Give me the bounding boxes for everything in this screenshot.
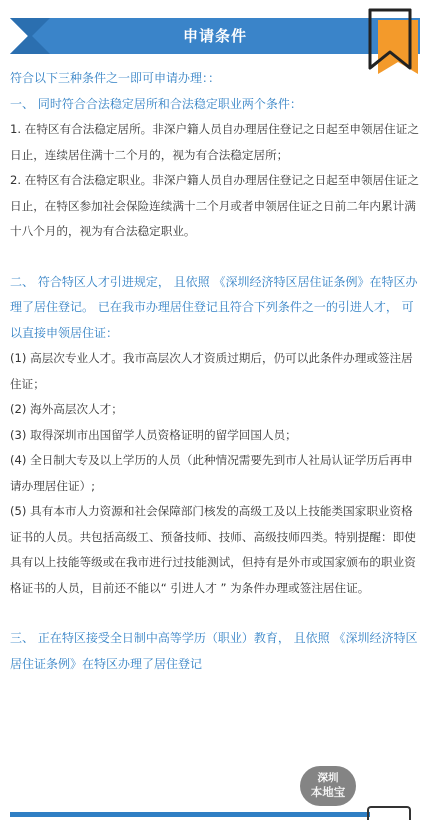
section3-heading: 三、 正在特区接受全日制中高等学历（职业）教育， 且依照 《深圳经济特区居住证条例》在特区办理了居住登记: [10, 631, 418, 671]
section2-item: (1) 高层次专业人才。我市高层次人才资质过期后，仍可以此条件办理或签注居住证；: [10, 351, 413, 391]
section1-heading: 一、 同时符合合法稳定居所和合法稳定职业两个条件：: [10, 96, 302, 111]
next-bookmark-icon: [367, 806, 411, 820]
section-banner: [10, 18, 414, 54]
section2-heading: 二、 符合特区人才引进规定， 且依照 《深圳经济特区居住证条例》在特区办理了居住登记。 已在我市办理居住登记且符合下列条件之一的引进人才， 可以直接申领居住证：: [10, 274, 418, 340]
intro-text: 符合以下三种条件之一即可申请办理：：: [10, 71, 221, 85]
section2-item: (4) 全日制大专及以上学历的人员（此种情况需要先到市人社局认证学历后再申请办理居住证）;: [10, 453, 413, 493]
next-section-banner: [10, 812, 370, 817]
section1-item: 2. 在特区有合法稳定职业。非深户籍人员自办理居住登记之日起至申领居住证之日止，在特区参加社会保险连续满十二个月或者申领居住证之日前二年内累计满十八个月的，视为有合法稳定职业。: [10, 173, 419, 238]
section2-item: (5) 具有本市人力资源和社会保障部门核发的高级工及以上技能类国家职业资格证书的人员。共包括高级工、预备技师、技师、高级技师四类。特别提醒：即使具有以上技能等级或在我市进行过技能测试，但持有是外市或国家颁布的职业资格证书的人员，目前还不能以“ 引进人才 ” 为条件办理或签注居住证。: [10, 504, 416, 595]
logo-line1: 深圳: [317, 772, 339, 784]
logo-line2: 本地宝: [310, 785, 346, 799]
section1-item: 1. 在特区有合法稳定居所。非深户籍人员自办理居住登记之日起至申领居住证之日止，连续居住满十二个月的，视为有合法稳定居所；: [10, 122, 419, 162]
bendibao-logo[interactable]: [300, 766, 356, 806]
section2-item: (3) 取得深圳市出国留学人员资格证明的留学回国人员；: [10, 427, 297, 442]
banner-title: 申请条件: [182, 27, 247, 45]
bookmark-icon[interactable]: [366, 6, 418, 74]
section2-item: (2) 海外高层次人才；: [10, 402, 123, 416]
article-body: [10, 66, 422, 677]
